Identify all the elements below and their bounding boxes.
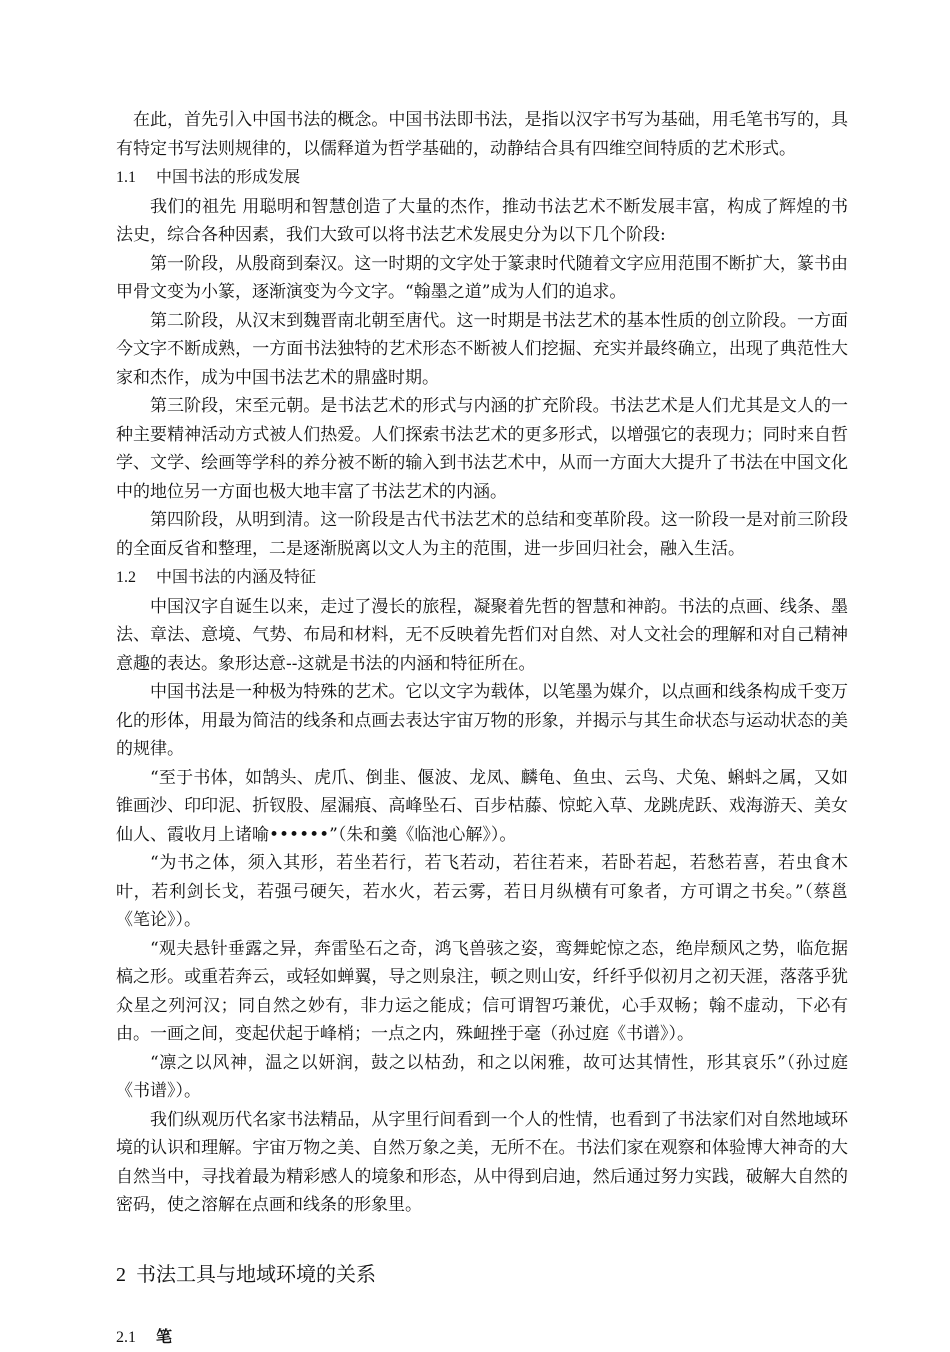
document-page — [116, 106, 848, 1352]
section-1-1-heading — [116, 163, 848, 193]
section-title: 书法工具与地域环境的关系 — [136, 1262, 376, 1286]
section-number: 2 — [116, 1264, 126, 1286]
section-2-1-heading — [116, 1323, 848, 1352]
section-title: 笔 — [156, 1327, 172, 1346]
paragraph: 第二阶段，从汉末到魏晋南北朝至唐代。这一时期是书法艺术的基本性质的创立阶段。一方面今文字不断成熟，一方面书法独特的艺术形态不断被人们挖掘、充实并最终确立，出现了典范性大家和杰作，成为中国书法艺术的鼎盛时期。 — [116, 307, 848, 393]
section-number: 1.1 — [116, 164, 156, 193]
quote-paragraph: “凛之以风神，温之以妍润，鼓之以枯劲，和之以闲雅，故可达其情性，形其哀乐”（孙过庭《书谱》）。 — [116, 1049, 848, 1106]
section-title: 中国书法的内涵及特征 — [156, 567, 316, 586]
section-number: 1.2 — [116, 564, 156, 593]
section-1-2-heading — [116, 563, 848, 593]
paragraph: 我们的祖先 用聪明和智慧创造了大量的杰作，推动书法艺术不断发展丰富，构成了辉煌的书法史，综合各种因素，我们大致可以将书法艺术发展史分为以下几个阶段: — [116, 193, 848, 250]
paragraph: 我们纵观历代名家书法精品，从字里行间看到一个人的性情，也看到了书法家们对自然地域环境的认识和理解。宇宙万物之美、自然万象之美，无所不在。书法们家在观察和体验博大神奇的大自然当中，寻找着最为精彩感人的境象和形态，从中得到启迪，然后通过努力实践，破解大自然的密码，使之溶解在点画和线条的形象里。 — [116, 1106, 848, 1220]
intro-paragraph: 在此，首先引入中国书法的概念。中国书法即书法，是指以汉字书写为基础，用毛笔书写的，具有特定书写法则规律的，以儒释道为哲学基础的，动静结合具有四维空间特质的艺术形式。 — [116, 106, 848, 163]
quote-paragraph: “至于书体，如鹄头、虎爪、倒韭、偃波、龙凤、麟龟、鱼虫、云鸟、犬兔、蝌蚪之属，又如锥画沙、印印泥、折钗股、屋漏痕、高峰坠石、百步枯藤、惊蛇入草、龙跳虎跃、戏海游天、美女仙人、霞收月上诸喻••••••”（朱和羹《临池心解》）。 — [116, 764, 848, 850]
section-title: 中国书法的形成发展 — [156, 167, 300, 186]
paragraph: 中国汉字自诞生以来，走过了漫长的旅程，凝聚着先哲的智慧和神韵。书法的点画、线条、墨法、章法、意境、气势、布局和材料，无不反映着先哲们对自然、对人文社会的理解和对自己精神意趣的表达。象形达意--这就是书法的内涵和特征所在。 — [116, 593, 848, 679]
section-number: 2.1 — [116, 1324, 156, 1352]
quote-paragraph: “观夫悬针垂露之异，奔雷坠石之奇，鸿飞兽骇之姿，鸾舞蛇惊之态，绝岸颓风之势，临危据槁之形。或重若奔云，或轻如蝉翼，导之则泉注，顿之则山安，纤纤乎似初月之初天涯，落落乎犹众星之列河汉；同自然之妙有，非力运之能成；信可谓智巧兼优，心手双畅；翰不虚动，下必有由。一画之间，变起伏起于峰梢；一点之内，殊衄挫于毫（孙过庭《书谱》）。 — [116, 935, 848, 1049]
paragraph: 第四阶段，从明到清。这一阶段是古代书法艺术的总结和变革阶段。这一阶段一是对前三阶段的全面反省和整理，二是逐渐脱离以文人为主的范围，进一步回归社会，融入生活。 — [116, 506, 848, 563]
paragraph: 第一阶段，从殷商到秦汉。这一时期的文字处于篆隶时代随着文字应用范围不断扩大，篆书由甲骨文变为小篆，逐渐演变为今文字。“翰墨之道”成为人们的追求。 — [116, 250, 848, 307]
paragraph: 第三阶段，宋至元朝。是书法艺术的形式与内涵的扩充阶段。书法艺术是人们尤其是文人的一种主要精神活动方式被人们热爱。人们探索书法艺术的更多形式，以增强它的表现力；同时来自哲学、文学、绘画等学科的养分被不断的输入到书法艺术中，从而一方面大大提升了书法在中国文化中的地位另一方面也极大地丰富了书法艺术的内涵。 — [116, 392, 848, 506]
quote-paragraph: “为书之体，须入其形，若坐若行，若飞若动，若往若来，若卧若起，若愁若喜，若虫食木叶，若利剑长戈，若强弓硬矢，若水火，若云雾，若日月纵横有可象者，方可谓之书矣。”（蔡邕《笔论》）。 — [116, 849, 848, 935]
section-2-heading — [116, 1260, 848, 1289]
paragraph: 中国书法是一种极为特殊的艺术。它以文字为载体，以笔墨为媒介，以点画和线条构成千变万化的形体，用最为简洁的线条和点画去表达宇宙万物的形象，并揭示与其生命状态与运动状态的美的规律。 — [116, 678, 848, 764]
